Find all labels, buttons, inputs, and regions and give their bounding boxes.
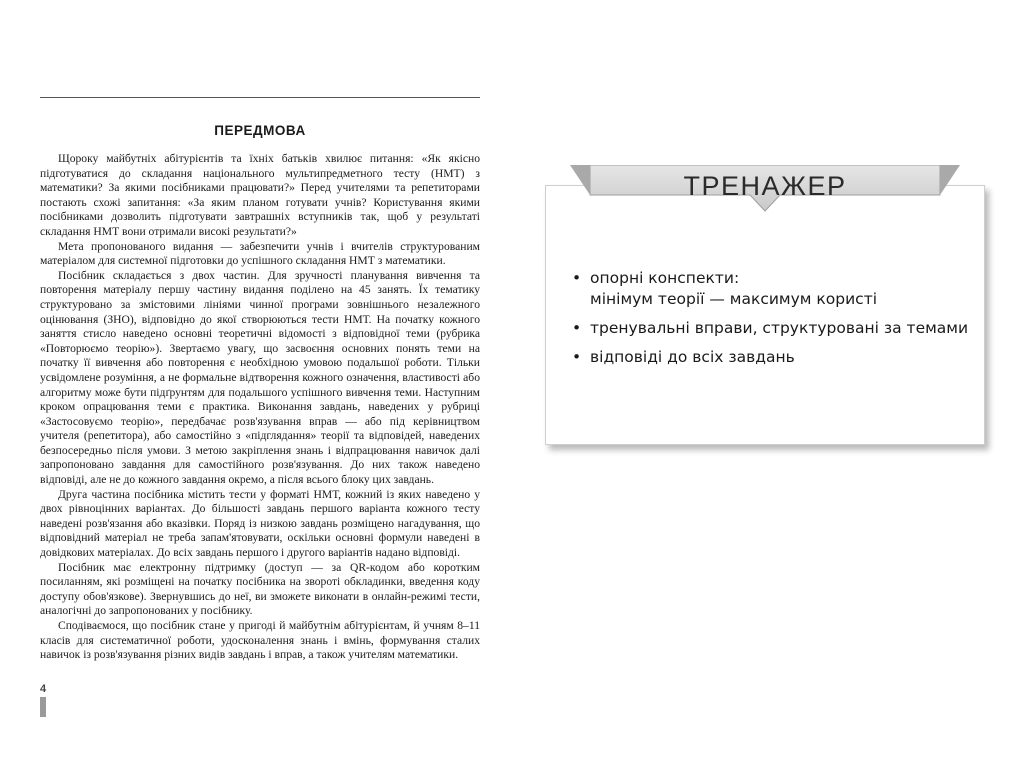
- bullet-icon: •: [572, 269, 582, 287]
- top-rule: [40, 97, 480, 98]
- paragraph-4: Друга частина посібника містить тести у форматі НМТ, кожний із яких наведено у двох рівноцінних варіантах. До більшості завдань першого варіанта кожного тесту наведені розв'язання або вказівки. Поряд із низкою завдань розміщено нагадування, що відповідний матеріал не треба запам'ятовувати, оскільки основні формули наведені в довідкових матеріалах. До всіх завдань першого і другого варіантів надано відповіді.: [40, 487, 480, 560]
- paragraph-5: Посібник має електронну підтримку (доступ — за QR-кодом або коротким посиланням, які розміщені на початку посібника на звороті обкладинки, введення коду доступу обов'язкове). Звернувшись до неї, ви зможете виконати в онлайн-режимі тести, аналогічні до запропонованих у посібнику.: [40, 560, 480, 618]
- list-item: [572, 347, 972, 368]
- list-item-text: опорні конспекти:: [590, 269, 740, 287]
- bullet-icon: •: [572, 348, 582, 366]
- paragraph-2: Мета пропонованого видання — забезпечити учнів і вчителів структурованим матеріалом для системної підготовки до успішного складання НМТ з математики.: [40, 239, 480, 268]
- paragraph-1: Щороку майбутніх абітурієнтів та їхніх батьків хвилює питання: «Як якісно підготуватися до складання національного мультипредметного тесту (НМТ) з математики? За якими посібниками працювати?» Перед учителями та репетиторами постають схожі запитання: «За яким планом готувати учнів? Користування якими посібниками дозволить підготувати завтрашніх вступників так, щоб у результаті складання НМТ вони отримали високі результати?»: [40, 152, 480, 238]
- bullet-icon: •: [572, 319, 582, 337]
- list-item-text: відповіді до всіх завдань: [590, 348, 795, 366]
- page-tab-marker: [40, 697, 46, 717]
- preface-body: [40, 152, 480, 663]
- page-number: 4: [40, 683, 47, 695]
- preface-heading: ПЕРЕДМОВА: [214, 123, 306, 138]
- list-item: [572, 318, 972, 339]
- paragraph-6: Сподіваємося, що посібник стане у пригоді й майбутнім абітурієнтам, й учням 8–11 класів для систематичної роботи, удосконалення знань і вмінь, формування сталих навичок із розв'язування різних видів завдань і вправ, а також учителям математики.: [40, 619, 480, 662]
- list-item-subtext: мінімум теорії — максимум користі: [590, 290, 878, 308]
- feature-list: [572, 268, 972, 376]
- list-item: [572, 268, 972, 310]
- list-item-text: тренувальні вправи, структуровані за темами: [590, 319, 969, 337]
- paragraph-3: Посібник складається з двох частин. Для зручності планування вивчення та повторення матеріалу першу частину видання поділено на 45 занять. Їх тематику структуровано за змістовими лініями чинної програми зовнішнього незалежного оцінювання (ЗНО), відповідно до якої створюються тести НМТ. На початку кожного заняття стисло наведено основні теоретичні відомості з відповідної теми (рубрика «Повторюємо теорію»). Звертаємо увагу, що засвоєння основних понять теми на початку її вивчення або повторення є необхідною умовою подальшої роботи. Тільки усвідомлене розуміння, а не формальне відтворення кожного означення, властивості або алгоритму може бути підґрунтям для подальшого успішного вивчення теми. Наступним кроком опрацювання теми є практика. Виконання завдань, наведених у рубриці «Застосовуємо теорію», передбачає розв'язування вправ — або під керівництвом учителя (репетитора), або самостійно з «підглядання» теорії та відповідей, наведених безпосередньо після умови. З метою закріплення знань і відпрацювання навичок далі запропоновано завдання для самостійного розв'язування. До них також наведено відповіді, але не до кожного завдання окремо, а після всього блоку цих завдань.: [40, 268, 480, 487]
- banner-title: ТРЕНАЖЕР: [683, 171, 847, 201]
